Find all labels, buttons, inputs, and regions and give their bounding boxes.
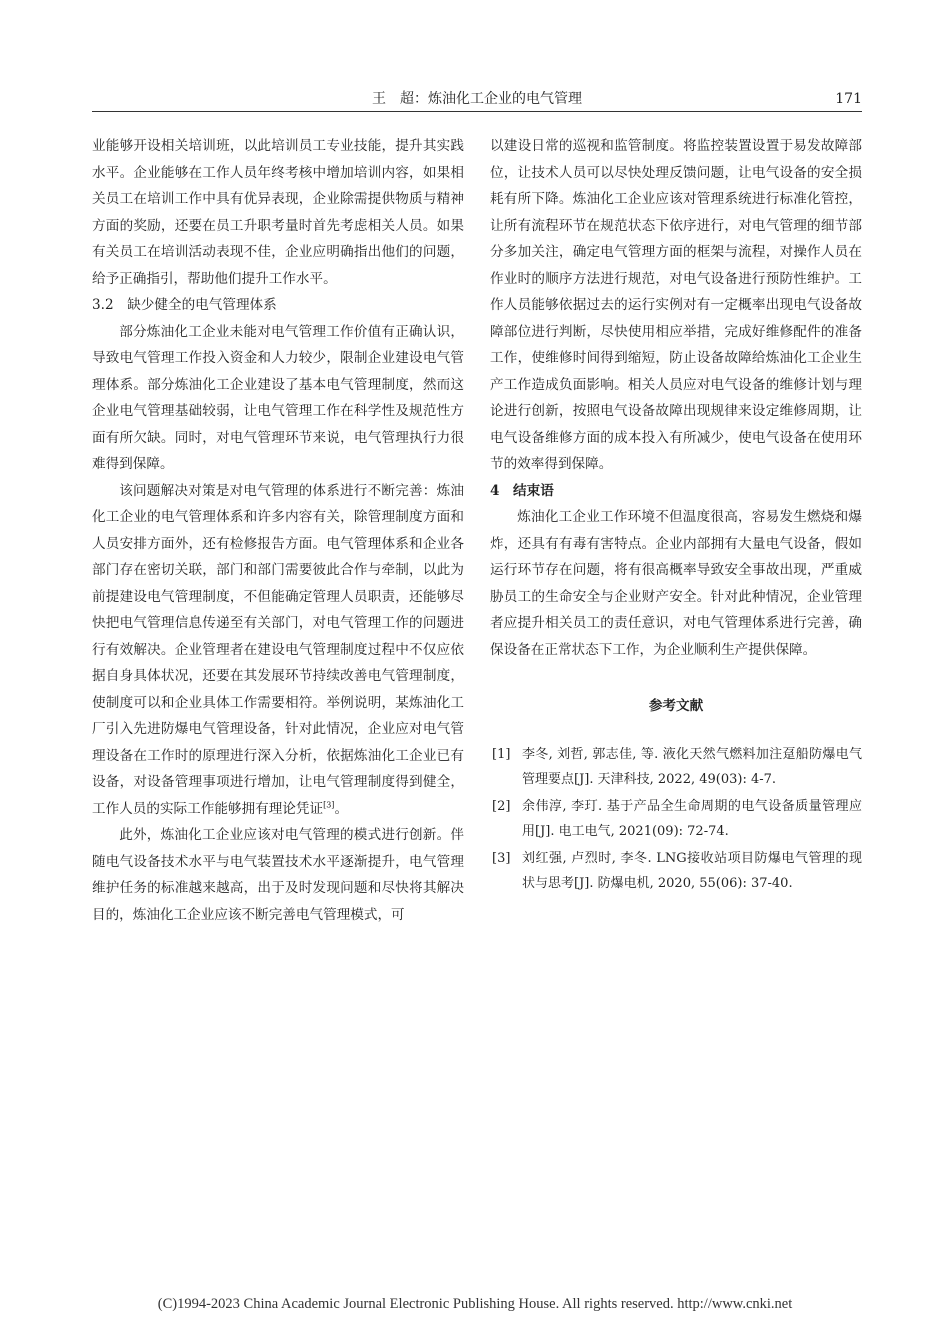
reference-item xyxy=(490,742,862,792)
running-header xyxy=(92,88,862,110)
reference-item xyxy=(490,794,862,844)
left-column xyxy=(92,133,464,928)
header-rule xyxy=(92,111,862,112)
reference-list xyxy=(490,742,862,896)
paragraph-continued: 以建设日常的巡视和监管制度。将监控装置设置于易发故障部位，让技术人员可以尽快处理反馈问题，让电气设备的安全损耗有所下降。炼油化工企业应该对管理系统进行标准化管控，让所有流程环节在规范状态下依序进行，对电气管理的细节部分多加关注，确定电气管理方面的框架与流程，对操作人员在作业时的顺序方法进行规范，对电气设备进行预防性维护。工作人员能够依据过去的运行实例对有一定概率出现电气设备故障部位进行判断，尽快使用相应举措，完成好维修配件的准备工作，使维修时间得到缩短，防止设备故障给炼油化工企业生产工作造成负面影响。相关人员应对电气设备的维修计划与理论进行创新，按照电气设备故障出现规律来设定维修周期，让电气设备维修方面的成本投入有所减少，使电气设备在使用环节的效率得到保障。 xyxy=(490,138,862,472)
running-header-title: 王 超：炼油化工企业的电气管理 xyxy=(372,91,582,107)
reference-label: [1] xyxy=(492,746,511,762)
paragraph-continued: 业能够开设相关培训班，以此培训员工专业技能，提升其实践水平。企业能够在工作人员年终考核中增加培训内容，如果相关员工在培训工作中具有优异表现，企业除需提供物质与精神方面的奖励，还要在员工升职考量时首先考虑相关人员。如果有关员工在培训活动表现不佳，企业应明确指出他们的问题，给予正确指引，帮助他们提升工作水平。 xyxy=(92,138,464,287)
paragraph xyxy=(92,478,464,823)
copyright-footer: (C)1994-2023 China Academic Journal Electronic Publishing House. All rights reserved. http://www.cnki.net xyxy=(157,1296,793,1312)
paragraph-text: 该问题解决对策是对电气管理的体系进行不断完善：炼油化工企业的电气管理体系和许多内容有关，除管理制度方面和人员安排方面外，还有检修报告方面。电气管理体系和企业各部门存在密切关联，部门和部门需要彼此合作与牵制，以此为前提建设电气管理制度，不但能确定管理人员职责，还能够尽快把电气管理信息传递至有关部门，对电气管理工作的问题进行有效解决。企业管理者在建设电气管理制度过程中不仅应依据自身具体状况，还要在其发展环节持续改善电气管理制度，使制度可以和企业具体工作需要相符。举例说明，某炼油化工厂引入先进防爆电气管理设备，针对此情况，企业应对电气管理设备在工作时的原理进行深入分析，依据炼油化工企业已有设备，对设备管理事项进行增加，让电气管理制度得到健全，工作人员的实际工作能够拥有理论凭证 xyxy=(92,482,464,817)
section-heading-3-2: 3.2 缺少健全的电气管理体系 xyxy=(92,297,277,313)
paragraph: 部分炼油化工企业未能对电气管理工作价值有正确认识，导致电气管理工作投入资金和人力较少，限制企业建设电气管理体系。部分炼油化工企业建设了基本电气管理制度，然而这企业电气管理基础较弱，让电气管理工作在科学性及规范性方面有所欠缺。同时，对电气管理环节来说，电气管理执行力很难得到保障。 xyxy=(92,323,464,472)
reference-text: 刘红强, 卢烈时, 李冬. LNG接收站项目防爆电气管理的现状与思考[J]. 防爆电机, 2020, 55(06): 37-40. xyxy=(522,850,862,891)
paragraph-end: 。 xyxy=(334,800,349,817)
section-heading-4: 4 结束语 xyxy=(490,482,554,499)
paragraph: 炼油化工企业工作环境不但温度很高，容易发生燃烧和爆炸，还具有有毒有害特点。企业内部拥有大量电气设备，假如运行环节存在问题，将有很高概率导致安全事故出现，严重威胁员工的生命安全与企业财产安全。针对此种情况，企业管理者应提升相关员工的责任意识，对电气管理体系进行完善，确保设备在正常状态下工作，为企业顺利生产提供保障。 xyxy=(490,509,862,658)
right-column xyxy=(490,133,862,898)
references-heading: 参考文献 xyxy=(648,698,704,714)
reference-text: 李冬, 刘哲, 郭志佳, 等. 液化天然气燃料加注趸船防爆电气管理要点[J]. 天津科技, 2022, 49(03): 4-7. xyxy=(522,746,862,787)
page-number: 171 xyxy=(835,91,862,107)
reference-label: [2] xyxy=(492,798,511,814)
citation-superscript[interactable]: [3] xyxy=(323,799,335,809)
reference-label: [3] xyxy=(492,850,511,866)
reference-text: 余伟淳, 李玎. 基于产品全生命周期的电气设备质量管理应用[J]. 电工电气, 2021(09): 72-74. xyxy=(522,798,862,839)
reference-item xyxy=(490,846,862,896)
paragraph: 此外，炼油化工企业应该对电气管理的模式进行创新。伴随电气设备技术水平与电气装置技术水平逐渐提升，电气管理维护任务的标准越来越高，出于及时发现问题和尽快将其解决目的，炼油化工企业应该不断完善电气管理模式，可 xyxy=(92,827,464,923)
